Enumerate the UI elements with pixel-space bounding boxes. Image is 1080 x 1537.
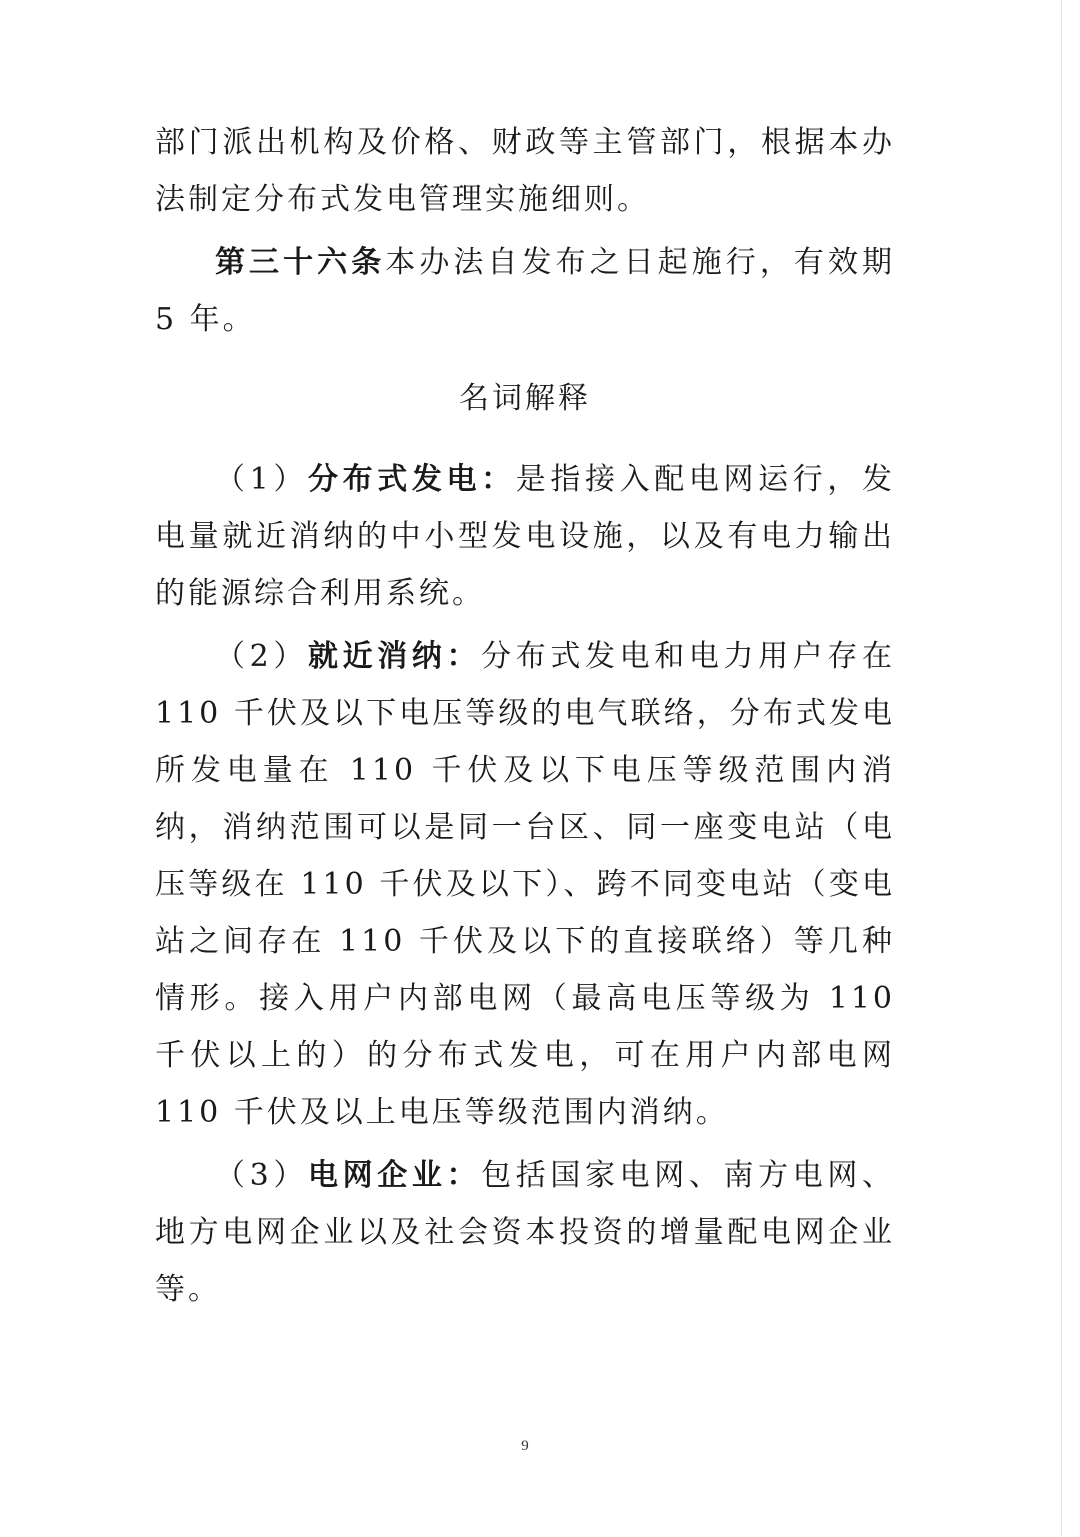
glossary-item-1-prefix: （1） [215,462,308,497]
page-edge-line [1061,0,1062,1537]
glossary-item-2-text: 分布式发电和电力用户存在 110 千伏及以下电压等级的电气联络，分布式发电所发电量在 110 千伏及以下电压等级范围内消纳，消纳范围可以是同一台区、同一座变电站（电压等级在 110 千伏及以下）、跨不同变电站（变电站之间存在 110 千伏及以下的直接联络）等几种情形。接入用户内部电网（最高电压等级为 110 千伏以上的）的分布式发电，可在用户内部电网 110 千伏及以上电压等级范围内消纳。 [155,639,896,1130]
glossary-item-1 [155,451,895,622]
glossary-item-3-text: 包括国家电网、南方电网、地方电网企业以及社会资本投资的增量配电网企业等。 [155,1158,896,1307]
glossary-item-2-term: 就近消纳： [307,639,482,674]
article-36-paragraph [155,234,895,348]
opening-paragraph: 部门派出机构及价格、财政等主管部门，根据本办法制定分布式发电管理实施细则。 [155,125,895,217]
document-body [155,114,895,1318]
glossary-item-3-term: 电网企业： [307,1158,482,1193]
glossary-title: 名词解释 [459,381,591,416]
glossary-item-2 [155,628,895,1141]
glossary-item-1-term: 分布式发电： [307,462,516,497]
glossary-item-3 [155,1147,895,1318]
article-36-text: 本办法自发布之日起施行，有效期 5 年。 [155,245,896,337]
page-number: 9 [521,1438,529,1454]
glossary-item-2-prefix: （2） [215,639,308,674]
article-36-label: 第三十六条 [215,245,386,280]
glossary-item-3-prefix: （3） [215,1158,308,1193]
glossary-item-1-text: 是指接入配电网运行，发电量就近消纳的中小型发电设施，以及有电力输出的能源综合利用系统。 [155,462,896,611]
